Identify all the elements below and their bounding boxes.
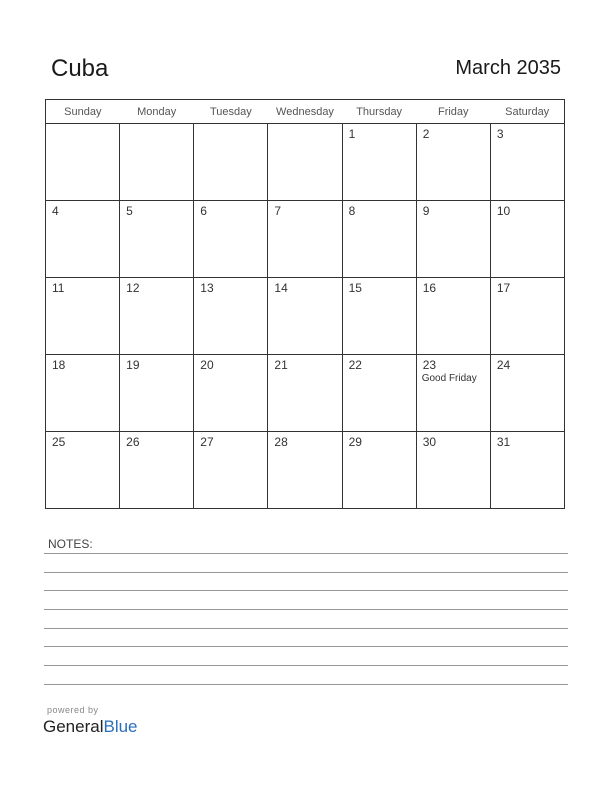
weekday-header-row — [46, 100, 565, 124]
day-number: 30 — [422, 435, 437, 449]
week-row — [46, 432, 565, 509]
day-cell — [194, 278, 268, 355]
day-cell — [268, 355, 342, 432]
day-number: 31 — [496, 435, 511, 449]
day-cell — [416, 432, 490, 509]
day-number: 13 — [200, 281, 214, 295]
day-cell — [120, 278, 194, 355]
day-number: 2 — [422, 127, 430, 141]
notes-line — [44, 665, 568, 666]
day-cell — [46, 124, 120, 201]
month-year-title: March 2035 — [455, 57, 561, 79]
day-number: 26 — [126, 435, 140, 449]
day-cell — [342, 432, 416, 509]
day-number: 11 — [52, 281, 65, 295]
weekday-header: Thursday — [342, 100, 416, 124]
day-number: 16 — [422, 281, 437, 295]
generalblue-logo[interactable] — [43, 717, 138, 737]
day-cell — [46, 278, 120, 355]
day-number: 22 — [348, 358, 362, 372]
day-number: 9 — [422, 204, 430, 218]
day-cell — [268, 124, 342, 201]
holiday-label: Good Friday — [421, 373, 477, 384]
week-row — [46, 278, 565, 355]
day-number: 7 — [274, 204, 282, 218]
day-cell — [416, 124, 490, 201]
notes-line — [44, 628, 568, 629]
day-cell — [120, 355, 194, 432]
day-cell — [120, 432, 194, 509]
day-cell — [46, 355, 120, 432]
day-number: 19 — [126, 358, 140, 372]
day-cell — [490, 355, 564, 432]
notes-line — [44, 590, 568, 591]
day-cell — [342, 278, 416, 355]
day-cell — [416, 355, 490, 432]
day-number: 27 — [200, 435, 214, 449]
day-cell — [490, 432, 564, 509]
day-cell — [268, 201, 342, 278]
notes-line — [44, 646, 568, 647]
notes-line — [44, 572, 568, 573]
day-number: 3 — [496, 127, 504, 141]
day-number: 8 — [348, 204, 356, 218]
week-row — [46, 124, 565, 201]
notes-line — [44, 684, 568, 685]
weekday-header: Sunday — [46, 100, 120, 124]
day-number: 20 — [200, 358, 214, 372]
day-number: 12 — [126, 281, 140, 295]
day-cell — [490, 124, 564, 201]
day-number: 6 — [200, 204, 207, 218]
notes-line — [44, 553, 568, 554]
day-cell — [46, 432, 120, 509]
brand-general: General — [43, 717, 104, 736]
day-number: 29 — [348, 435, 362, 449]
powered-by-text: powered by — [47, 705, 99, 715]
day-number: 18 — [52, 358, 66, 372]
day-cell — [342, 201, 416, 278]
country-title: Cuba — [51, 55, 109, 82]
day-number: 24 — [496, 358, 511, 372]
day-cell — [120, 124, 194, 201]
day-number: 10 — [496, 204, 511, 218]
day-cell — [342, 124, 416, 201]
week-row — [46, 355, 565, 432]
calendar-grid — [45, 99, 565, 509]
day-cell — [416, 201, 490, 278]
day-cell — [120, 201, 194, 278]
day-cell — [194, 432, 268, 509]
day-cell — [490, 201, 564, 278]
day-cell — [416, 278, 490, 355]
day-number: 15 — [348, 281, 362, 295]
day-cell — [342, 355, 416, 432]
day-number: 21 — [274, 358, 288, 372]
day-cell — [194, 355, 268, 432]
day-number: 14 — [274, 281, 288, 295]
day-cell — [194, 201, 268, 278]
notes-line — [44, 609, 568, 610]
day-cell — [46, 201, 120, 278]
weekday-header: Friday — [416, 100, 490, 124]
day-cell — [490, 278, 564, 355]
brand-blue: Blue — [103, 717, 138, 736]
weekday-header: Wednesday — [268, 100, 342, 124]
day-number: 23 — [422, 358, 437, 372]
day-cell — [268, 278, 342, 355]
day-cell — [268, 432, 342, 509]
day-number: 17 — [496, 281, 511, 295]
day-number: 4 — [52, 204, 59, 218]
notes-label: NOTES: — [48, 537, 93, 551]
day-number: 5 — [126, 204, 133, 218]
day-number: 25 — [52, 435, 66, 449]
weekday-header: Saturday — [490, 100, 564, 124]
week-row — [46, 201, 565, 278]
day-number: 1 — [348, 127, 356, 141]
weekday-header: Monday — [120, 100, 194, 124]
day-number: 28 — [274, 435, 288, 449]
weekday-header: Tuesday — [194, 100, 268, 124]
day-cell — [194, 124, 268, 201]
